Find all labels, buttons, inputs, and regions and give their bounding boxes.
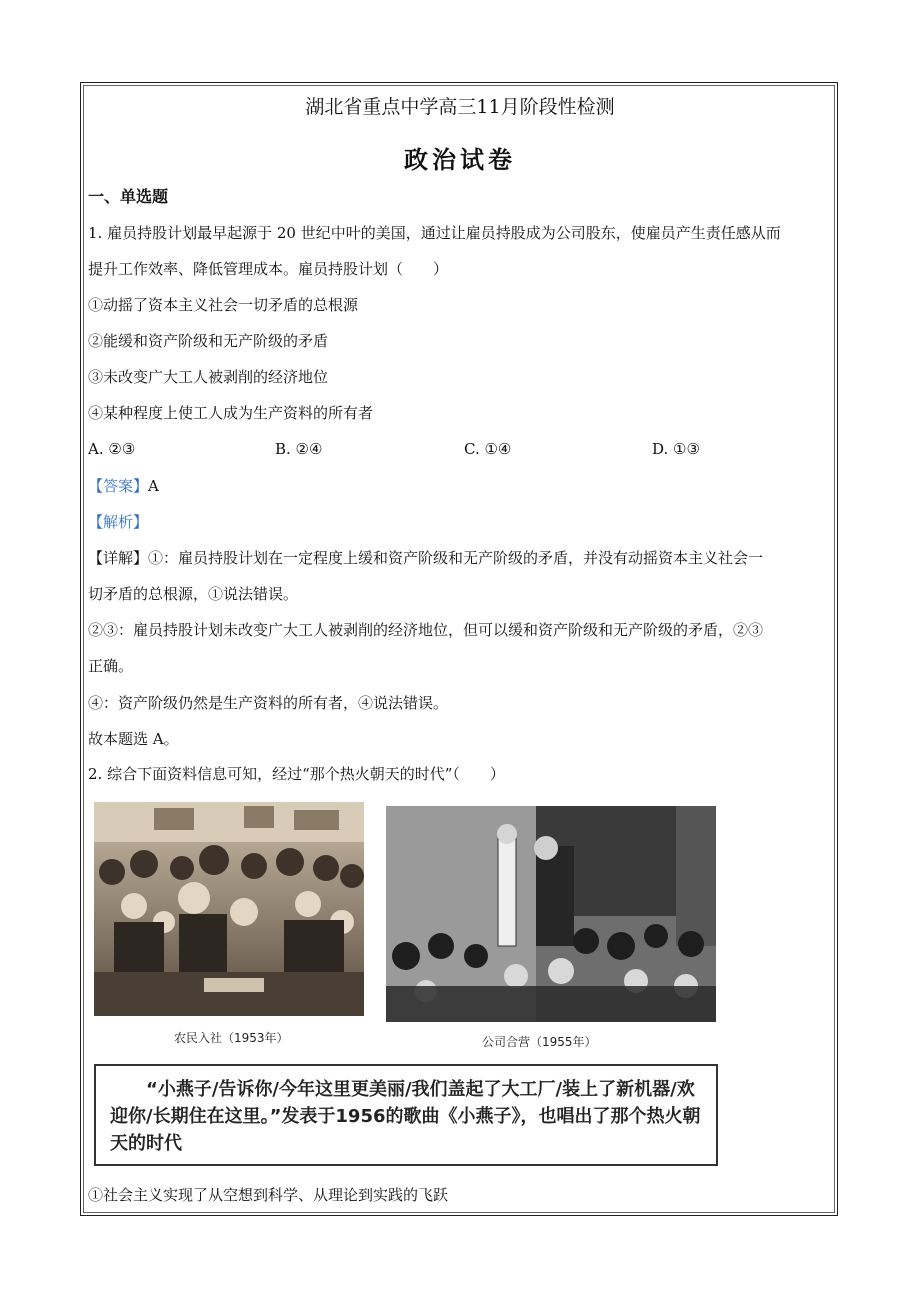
section-heading: 一、单选题 — [88, 187, 169, 206]
song-quote-box — [94, 1064, 718, 1166]
q1-statement-3: ③未改变广大工人被剥削的经济地位 — [88, 368, 329, 386]
q1-statement-1: ①动摇了资本主义社会一切矛盾的总根源 — [88, 296, 359, 314]
q2-statement-1: ①社会主义实现了从空想到科学、从理论到实践的飞跃 — [88, 1186, 449, 1204]
analysis-label: 【解析】 — [88, 513, 149, 531]
q1-detail-line1 — [88, 549, 763, 567]
q1-answer — [88, 477, 159, 495]
q1-stem-line2: 提升工作效率、降低管理成本。雇员持股计划（ ） — [88, 260, 449, 278]
q1-detail-line3: ②③：雇员持股计划未改变广大工人被剥削的经济地位，但可以缓和资产阶级和无产阶级的矛盾，②③ — [88, 621, 764, 639]
q2-stem: 2. 综合下面资料信息可知，经过“那个热火朝天的时代”（ ） — [88, 765, 505, 783]
photo-farmers-join-cooperative — [94, 802, 364, 1016]
detail-text: ①：雇员持股计划在一定程度上缓和资产阶级和无产阶级的矛盾，并没有动摇资本主义社会一 — [148, 549, 764, 567]
photo-left-caption: 农民入社（1953年） — [174, 1031, 289, 1045]
song-quote: “小燕子/告诉你/今年这里更美丽/我们盖起了大工厂/装上了新机器/欢迎你/长期住在这里。”发表于1956的歌曲《小燕子》，也唱出了那个热火朝天的时代 — [110, 1079, 701, 1154]
q1-option-b: B. ②④ — [275, 440, 323, 458]
q1-option-c: C. ①④ — [464, 440, 512, 458]
answer-value: A — [148, 477, 159, 495]
q1-option-d: D. ①③ — [652, 440, 700, 458]
q1-statement-2: ②能缓和资产阶级和无产阶级的矛盾 — [88, 332, 329, 350]
q1-detail-line5: ④：资产阶级仍然是生产资料的所有者，④说法错误。 — [88, 694, 449, 712]
photo-right-caption: 公司合营（1955年） — [482, 1035, 597, 1049]
q1-detail-line4: 正确。 — [88, 657, 134, 675]
photo-joint-public-private-ownership — [386, 806, 716, 1022]
q1-option-a: A. ②③ — [88, 440, 136, 458]
q1-statement-4: ④某种程度上使工人成为生产资料的所有者 — [88, 404, 374, 422]
q1-conclusion: 故本题选 A。 — [88, 730, 179, 748]
answer-label: 【答案】 — [88, 477, 149, 495]
detail-label: 【详解】 — [88, 549, 149, 567]
q1-detail-line2: 切矛盾的总根源，①说法错误。 — [88, 585, 299, 603]
subject-title: 政治试卷 — [404, 145, 516, 174]
q1-stem-line1: 1. 雇员持股计划最早起源于 20 世纪中叶的美国，通过让雇员持股成为公司股东，使雇员产生责任感从而 — [88, 224, 781, 242]
exam-title: 湖北省重点中学高三11月阶段性检测 — [305, 96, 615, 118]
